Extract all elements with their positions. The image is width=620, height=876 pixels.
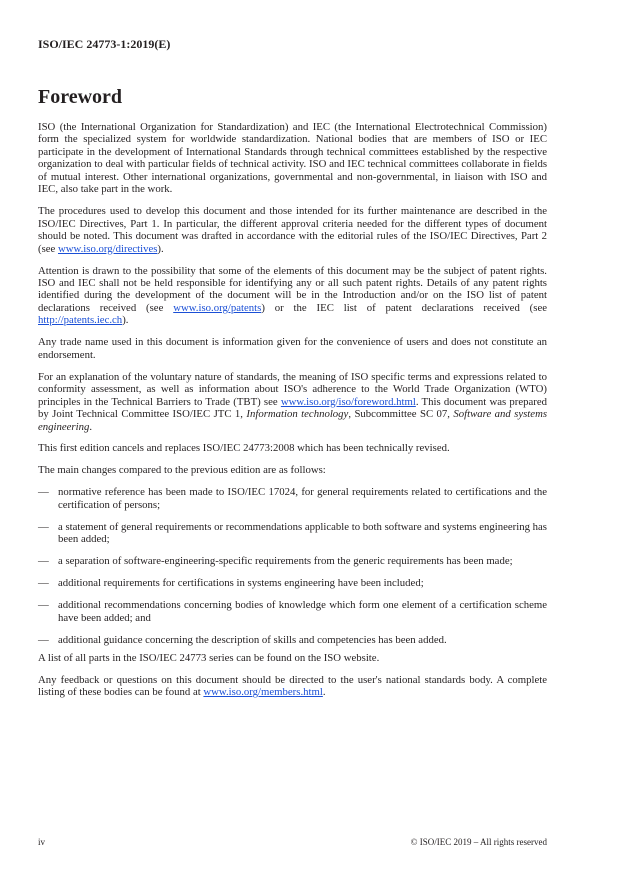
directives-link[interactable]: www.iso.org/directives xyxy=(58,242,158,255)
foreword-body xyxy=(38,121,547,708)
text-italic: Software and systems engineering xyxy=(38,408,548,433)
iso-patents-link[interactable]: www.iso.org/patents xyxy=(173,301,262,314)
section-title: Foreword xyxy=(38,86,123,108)
dash: — xyxy=(38,555,49,568)
paragraph-feedback xyxy=(38,674,547,699)
paragraph-trade-name: Any trade name used in this document is information given for the convenience of users and does not constitute an endorsement. xyxy=(38,336,547,361)
copyright-notice: © ISO/IEC 2019 – All rights reserved xyxy=(410,837,547,847)
paragraph-procedures xyxy=(38,205,547,255)
dash: — xyxy=(38,633,49,646)
text: . xyxy=(89,420,93,433)
text: , Subcommittee SC 07, xyxy=(348,408,454,421)
foreword-link[interactable]: www.iso.org/iso/foreword.html xyxy=(280,395,416,408)
list-item xyxy=(38,521,547,546)
text: ). xyxy=(122,314,129,327)
paragraph-explanation xyxy=(38,371,547,433)
list-item-text: a separation of software-engineering-specific requirements from the generic requirements has been made; xyxy=(58,555,513,568)
dash: — xyxy=(38,577,49,590)
dash: — xyxy=(38,599,49,612)
list-item-text: additional guidance concerning the description of skills and competencies has been added. xyxy=(58,633,447,646)
changes-list xyxy=(38,486,547,646)
text: ) or the IEC list of patent declarations received (see xyxy=(261,301,547,314)
paragraph-parts-list: A list of all parts in the ISO/IEC 24773 series can be found on the ISO website. xyxy=(38,651,380,664)
paragraph-edition: This first edition cancels and replaces ISO/IEC 24773:2008 which has been technically revised. xyxy=(38,442,450,455)
list-item xyxy=(38,555,547,567)
paragraph-iso-iec: ISO (the International Organization for Standardization) and IEC (the International Electrotechnical Commission) form the specialized system for worldwide standardization. National bodies that are members of ISO or IEC participate in the development of International Standards through technical committees established by the respective organization to deal with particular fields of technical activity. ISO and IEC technical committees collaborate in fields of mutual interest. Other international organizations, governmental and non-governmental, in liaison with ISO and IEC, also take part in the work. xyxy=(38,121,547,196)
text: The procedures used to develop this document and those intended for its further maintenance are described in the ISO/IEC Directives, Part 1. In particular, the different approval criteria needed for the different types of document should be noted. This document was drafted in accordance with the editorial rules of the ISO/IEC Directives, Part 2 (see xyxy=(38,205,547,255)
list-item xyxy=(38,486,547,511)
page-number: iv xyxy=(38,837,46,847)
text: For an explanation of the voluntary nature of standards, the meaning of ISO specific terms and expressions related to conformity assessment, as well as information about ISO's adherence to the World Trade Organization (WTO) principles in the Technical Barriers to Trade (TBT) see xyxy=(38,370,547,408)
text: Attention is drawn to the possibility that some of the elements of this document may be the subject of patent rights. ISO and IEC shall not be held responsible for identifying any or all such patent rights. Details of any patent rights identified during the development of the document will be in the Introduction and/or on the ISO list of patent declarations received (see xyxy=(38,264,547,314)
list-item xyxy=(38,599,547,624)
list-item-text: additional requirements for certifications in systems engineering have been included; xyxy=(58,577,424,590)
dash: — xyxy=(38,486,49,499)
text: . This document was prepared by Joint Technical Committee ISO/IEC JTC 1, xyxy=(38,395,547,421)
list-item-text: a statement of general requirements or recommendations applicable to both software and systems engineering has been added; xyxy=(58,520,547,546)
iec-patents-link[interactable]: http://patents.iec.ch xyxy=(38,314,123,327)
dash: — xyxy=(38,520,49,533)
list-item-text: normative reference has been made to ISO/IEC 17024, for general requirements related to certifications and the certification of persons; xyxy=(58,486,547,511)
text-italic: Information technology xyxy=(246,408,349,421)
list-item-text: additional recommendations concerning bodies of knowledge which form one element of a certification scheme have been added; and xyxy=(58,599,547,624)
paragraph-changes-intro: The main changes compared to the previous edition are as follows: xyxy=(38,464,326,477)
document-id-header: ISO/IEC 24773-1:2019(E) xyxy=(38,37,171,51)
text: Any feedback or questions on this document should be directed to the user's national standards body. A complete listing of these bodies can be found at xyxy=(38,673,547,699)
paragraph-patents xyxy=(38,265,547,327)
text: . xyxy=(322,686,326,699)
list-item xyxy=(38,634,547,646)
members-link[interactable]: www.iso.org/members.html xyxy=(203,686,323,699)
text: ). xyxy=(157,242,164,255)
list-item xyxy=(38,577,547,589)
